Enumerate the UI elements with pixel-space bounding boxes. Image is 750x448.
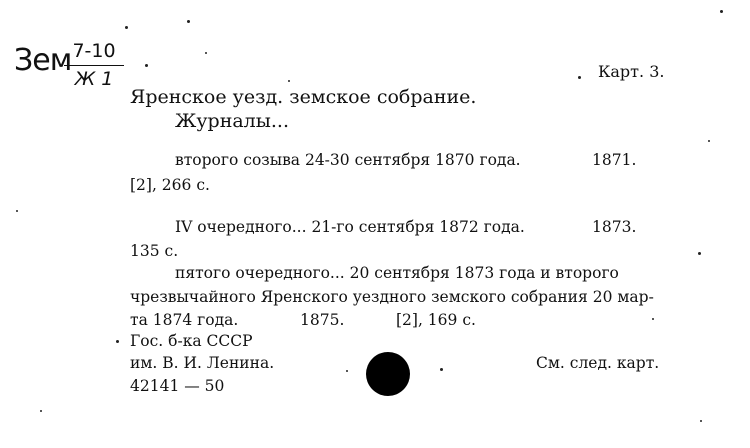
scan-speck <box>187 20 190 23</box>
scan-speck <box>125 26 128 29</box>
catalog-code-denominator: Ж 1 <box>74 68 114 90</box>
entry-2-year: 1873. <box>592 218 637 236</box>
entry-3-year: 1875. <box>300 311 345 329</box>
entry-3-line-1: пятого очередного... 20 сентября 1873 года и второго <box>175 264 619 282</box>
entry-1-pages: [2], 266 с. <box>130 176 210 194</box>
scan-speck <box>116 340 119 343</box>
scan-speck <box>698 252 701 255</box>
scan-speck <box>16 210 18 212</box>
card-title: Яренское уезд. земское собрание. <box>130 86 477 108</box>
scan-speck <box>205 52 207 54</box>
entry-1-line-1: второго созыва 24-30 сентября 1870 года. <box>175 151 521 169</box>
scan-speck <box>578 76 581 79</box>
scan-speck <box>288 80 290 82</box>
scan-speck <box>346 370 348 372</box>
library-stamp-line-3: 42141 — 50 <box>130 377 225 395</box>
library-stamp-line-1: Гос. б-ка СССР <box>130 332 253 350</box>
scan-speck <box>440 368 443 371</box>
ink-blot <box>366 352 410 396</box>
entry-3-line-3: та 1874 года. <box>130 311 239 329</box>
entry-3-pages: [2], 169 с. <box>396 311 476 329</box>
catalog-code-numerator: 7-10 <box>64 40 124 66</box>
scan-speck <box>40 410 42 412</box>
catalog-code-main: Зем <box>14 43 72 78</box>
entry-2-pages: 135 с. <box>130 242 179 260</box>
library-stamp-line-2: им. В. И. Ленина. <box>130 354 275 372</box>
scan-speck <box>708 140 710 142</box>
entry-1-year: 1871. <box>592 151 637 169</box>
entry-2-line-1: IV очередного... 21-го сентября 1872 года. <box>175 218 525 236</box>
scan-speck <box>700 420 702 422</box>
scan-speck <box>145 64 148 67</box>
scan-speck <box>720 10 723 13</box>
card-subtitle: Журналы... <box>175 110 289 132</box>
see-next-card: См. след. карт. <box>536 354 660 372</box>
scan-speck <box>652 318 654 320</box>
catalog-code-fraction <box>64 40 124 90</box>
card-number: Карт. 3. <box>598 62 665 81</box>
entry-3-line-2: чрезвычайного Яренского уездного земского собрания 20 мар- <box>130 288 654 306</box>
